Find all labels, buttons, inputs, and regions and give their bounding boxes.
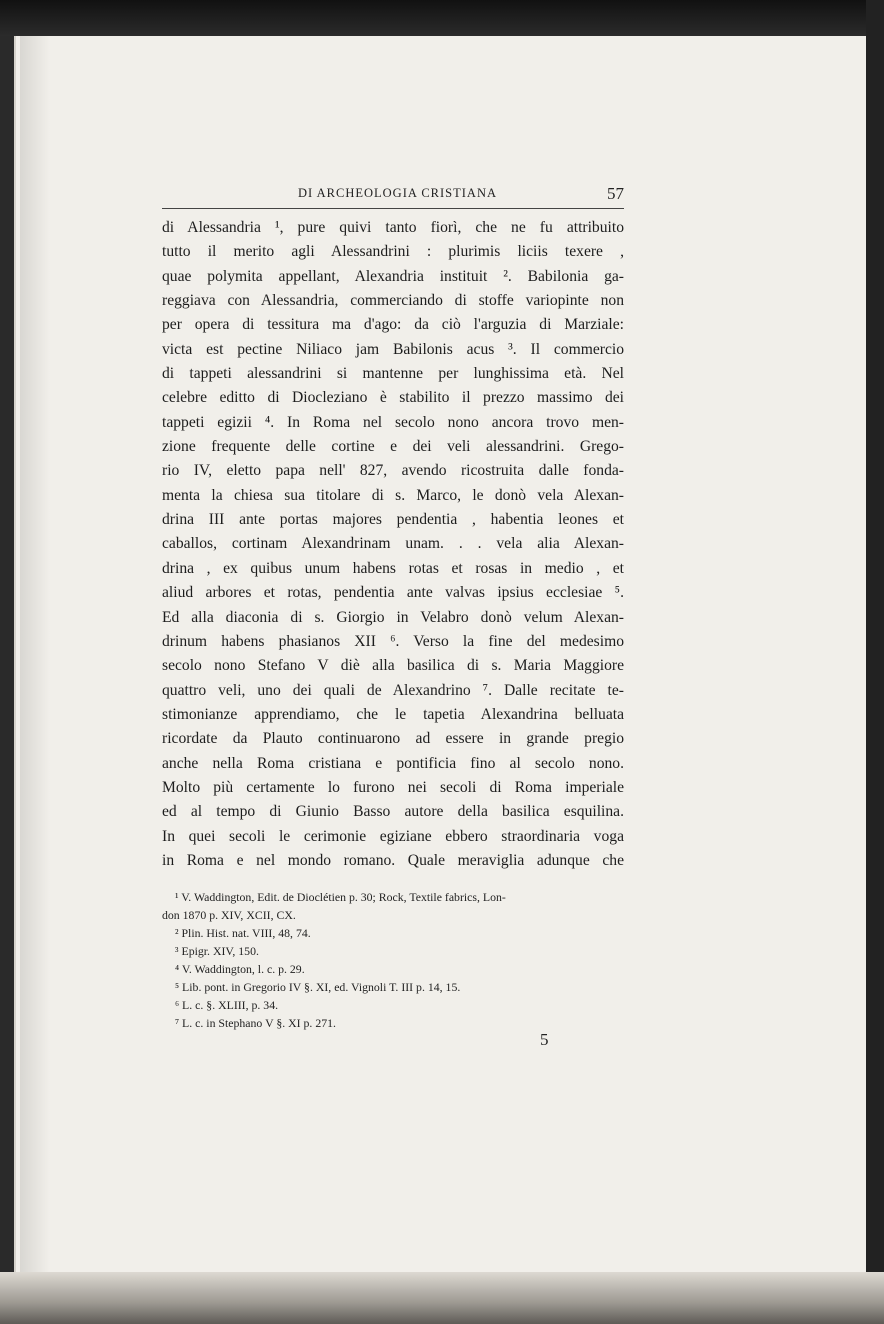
- body-line: victa est pectine Niliaco jam Babilonis acus ³. Il commercio: [162, 340, 624, 358]
- body-line: caballos, cortinam Alexandrinam unam. . . vela alia Alexan-: [162, 535, 624, 553]
- body-line: tappeti egizii ⁴. In Roma nel secolo nono ancora trovo men-: [162, 413, 624, 431]
- body-line: zione frequente delle cortine e dei veli alessandrini. Grego-: [162, 438, 624, 456]
- body-line: quae polymita appellant, Alexandria instituit ². Babilonia ga-: [162, 267, 624, 285]
- footnotes: [162, 888, 624, 1032]
- body-line: ricordate da Plauto continuarono ad essere in grande pregio: [162, 730, 624, 748]
- body-line: ed al tempo di Giunio Basso autore della basilica esquilina.: [162, 803, 624, 821]
- body-line: aliud arbores et rotas, pendentia ante valvas ipsius ecclesiae ⁵.: [162, 584, 624, 602]
- body-line: drinum habens phasianos XII ⁶. Verso la fine del medesimo: [162, 632, 624, 650]
- body-line: menta la chiesa sua titolare di s. Marco, le donò vela Alexan-: [162, 486, 624, 504]
- scan-top-border: [0, 0, 884, 36]
- body-line: rio IV, eletto papa nell' 827, avendo ricostruita dalle fonda-: [162, 462, 624, 480]
- body-line: quattro veli, uno dei quali de Alexandrino ⁷. Dalle recitate te-: [162, 681, 624, 699]
- header-rule: [162, 208, 624, 209]
- body-line: per opera di tessitura ma d'ago: da ciò l'arguzia di Marziale:: [162, 316, 624, 334]
- body-line: tutto il merito agli Alessandrini : plurimis liciis texere ,: [162, 243, 624, 261]
- scan-right-border: [866, 0, 884, 1324]
- body-line: stimonianze apprendiamo, che le tapetia Alexandrina belluata: [162, 705, 624, 723]
- signature-mark: 5: [540, 1030, 549, 1049]
- footnote-line: don 1870 p. XIV, XCII, CX.: [162, 908, 296, 922]
- footnote-line: ⁵ Lib. pont. in Gregorio IV §. XI, ed. Vignoli T. III p. 14, 15.: [175, 980, 461, 994]
- body-text: [162, 216, 624, 873]
- body-line: in Roma e nel mondo romano. Quale meraviglia adunque che: [162, 851, 624, 869]
- footnote-line: ⁷ L. c. in Stephano V §. XI p. 271.: [175, 1016, 336, 1030]
- footnote-line: ¹ V. Waddington, Edit. de Dioclétien p. 30; Rock, Textile fabrics, Lon-: [175, 890, 506, 904]
- footnote-line: ⁶ L. c. §. XLIII, p. 34.: [175, 998, 279, 1012]
- body-line: reggiava con Alessandria, commerciando di stoffe variopinte non: [162, 292, 624, 310]
- footnote-line: ³ Epigr. XIV, 150.: [175, 944, 259, 958]
- gutter-shadow: [20, 36, 50, 1296]
- footnote-line: ² Plin. Hist. nat. VIII, 48, 74.: [175, 926, 311, 940]
- body-line: di tappeti alessandrini si mantenne per lunghissima età. Nel: [162, 365, 624, 383]
- body-line: Ed alla diaconia di s. Giorgio in Velabro donò velum Alexan-: [162, 608, 624, 626]
- body-line: Molto più certamente lo furono nei secoli di Roma imperiale: [162, 778, 624, 796]
- page-number: 57: [607, 184, 624, 203]
- body-line: anche nella Roma cristiana e pontificia fino al secolo nono.: [162, 754, 624, 772]
- running-title: DI ARCHEOLOGIA CRISTIANA: [298, 186, 497, 200]
- body-line: secolo nono Stefano V diè alla basilica di s. Maria Maggiore: [162, 657, 624, 675]
- scan-bottom-border: [0, 1272, 884, 1324]
- running-header: [162, 184, 624, 208]
- body-line: celebre editto di Diocleziano è stabilito il prezzo massimo dei: [162, 389, 624, 407]
- body-line: drina III ante portas majores pendentia , habentia leones et: [162, 511, 624, 529]
- body-line: In quei secoli le cerimonie egiziane ebbero straordinaria voga: [162, 827, 624, 845]
- body-line: di Alessandria ¹, pure quivi tanto fiorì, che ne fu attribuito: [162, 219, 624, 236]
- body-line: drina , ex quibus unum habens rotas et rosas in medio , et: [162, 559, 624, 577]
- footnote-line: ⁴ V. Waddington, l. c. p. 29.: [175, 962, 305, 976]
